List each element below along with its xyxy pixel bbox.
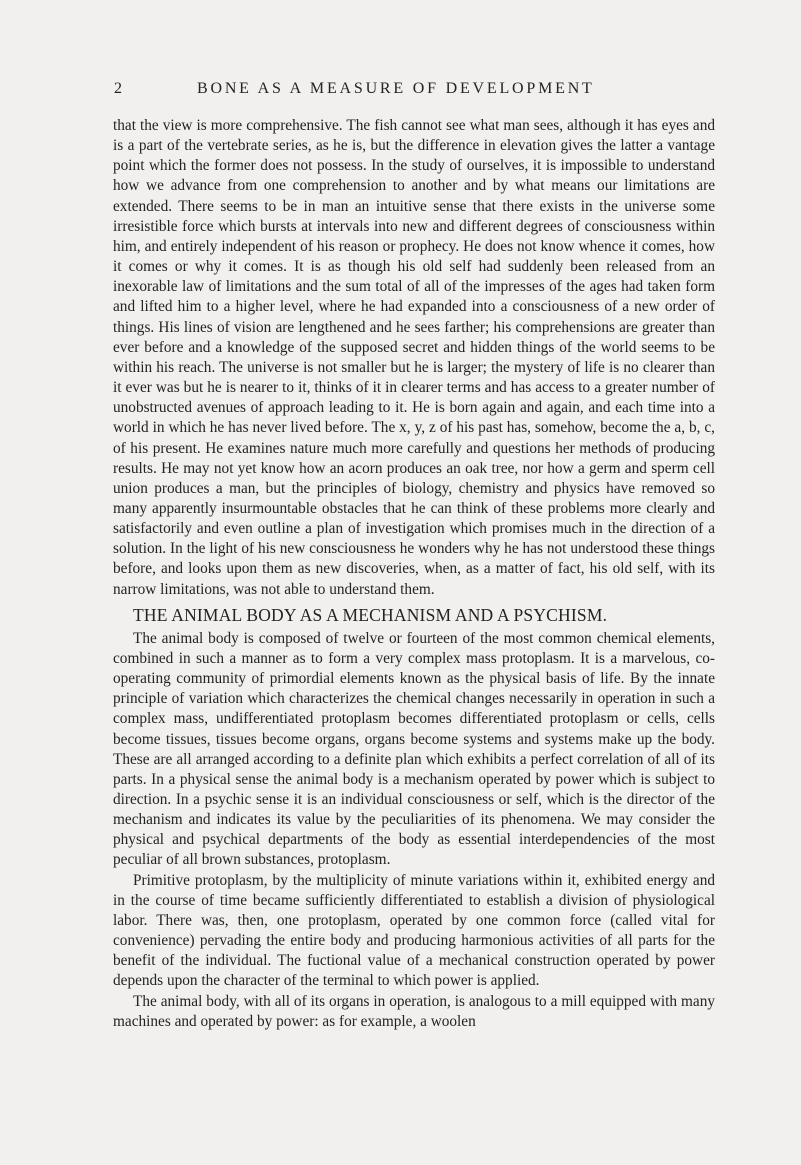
- section-heading: THE ANIMAL BODY AS A MECHANISM AND A PSYCHISM.: [133, 604, 608, 625]
- page-number: 2: [114, 80, 122, 97]
- running-title: BONE AS A MEASURE OF DEVELOPMENT: [197, 80, 595, 97]
- paragraph: The animal body is composed of twelve or fourteen of the most common chemical elements, combined in such a manner as to form a very complex mass protoplasm. It is a marvelous, co-operating community of primordial elements known as the physical basis of life. By the innate principle of variation which characterizes the chemical changes necessarily in operation in such a complex mass, undifferentiated protoplasm becomes differentiated protoplasm or cells, cells become tissues, tissues become organs, organs become systems and systems make up the body. These are all arranged according to a definite plan which exhibits a perfect correlation of all of its parts. In a physical sense the animal body is a mechanism operated by power which is subject to direction. In a psychic sense it is an individual consciousness or self, which is the director of the mechanism and indicates its value by the peculiarities of its phenomena. We may consider the physical and psychical departments of the body as essential interdependencies of the most peculiar of all brown substances, protoplasm.: [113, 629, 715, 869]
- paragraph: The animal body, with all of its organs in operation, is analogous to a mill equipped with many machines and operated by power: as for example, a woolen: [113, 992, 715, 1030]
- paragraph: Primitive protoplasm, by the multiplicity of minute variations within it, exhibited energy and in the course of time became sufficiently differentiated to establish a division of physiological labor. There was, then, one protoplasm, operated by one common force (called vital for convenience) pervading the entire body and producing harmonious activities of all parts for the benefit of the individual. The fuctional value of a mechanical construction operated by power depends upon the character of the terminal to which power is applied.: [113, 871, 715, 990]
- page-body: [113, 116, 715, 1032]
- paragraph-continued: that the view is more comprehensive. The fish cannot see what man sees, although it has eyes and is a part of the vertebrate series, as he is, but the difference in elevation gives the latter a vantage point which the former does not possess. In the study of ourselves, it is impossible to understand how we advance from one comprehension to another and by what means our limitations are extended. There seems to be in man an intuitive sense that there exists in the universe some irresistible force which bursts at intervals into new and different degrees of consciousness within him, and entirely independent of his reason or prophecy. He does not know whence it comes, how it comes or why it comes. It is as though his old self had suddenly been released from an inexorable law of limitations and the sum total of all of the impresses of the ages had taken form and lifted him to a higher level, where he had expanded into a consciousness of a new order of things. His lines of vision are lengthened and he sees farther; his comprehensions are greater than ever before and a knowledge of the supposed secret and hidden things of the world seems to be within his reach. The universe is not smaller but he is larger; the mystery of life is no clearer than it ever was but he is nearer to it, thinks of it in clearer terms and has access to a greater number of unobstructed avenues of approach leading to it. He is born again and again, and each time into a world in which he has never lived before. The x, y, z of his past has, somehow, become the a, b, c, of his present. He examines nature much more carefully and questions her methods of producing results. He may not yet know how an acorn produces an oak tree, nor how a germ and sperm cell union produces a man, but the principles of biology, chemistry and physics have removed so many apparently insurmountable obstacles that he can think of these problems more clearly and satisfactorily and even outline a plan of investigation which promises much in the direction of a solution. In the light of his new consciousness he wonders why he has not understood these things before, and looks upon them as new discoveries, when, as a matter of fact, his old self, with its narrow limitations, was not able to understand them.: [113, 117, 715, 598]
- running-head: [114, 79, 714, 99]
